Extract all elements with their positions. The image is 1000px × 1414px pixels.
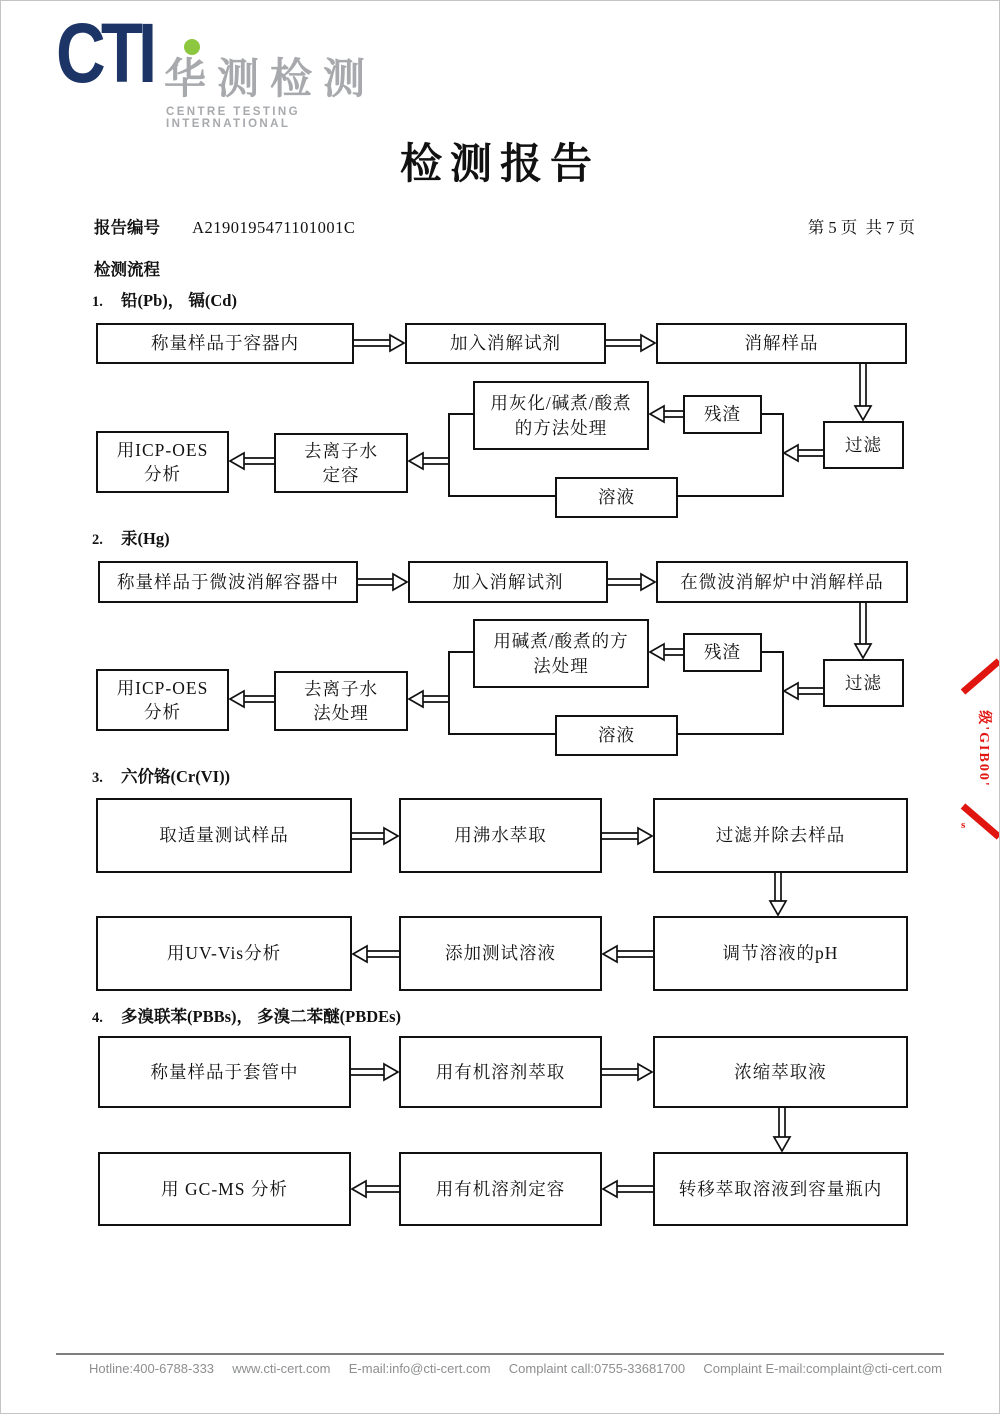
flow-box-transfer-extract-to-flask: 转移萃取溶液到容量瓶内 [653,1152,908,1226]
flow-box-solution: 溶液 [555,477,678,518]
stamp-small-fragment: s [961,819,966,831]
report-number-label: 报告编号 [94,218,160,237]
flow-connector-line [762,651,784,653]
section-title: 六价铬(Cr(VI)) [121,767,231,786]
flow-box-gc-ms-analysis: 用 GC-MS 分析 [98,1152,351,1226]
flow-box-deionized-water-treatment: 去离子水 法处理 [274,671,408,731]
footer-email: E-mail:info@cti-cert.com [348,1361,491,1376]
flow-box-concentrate-extract: 浓缩萃取液 [653,1036,908,1108]
flow-arrow-left [352,943,399,965]
process-section-label: 检测流程 [94,260,160,279]
page-title: 检测报告 [399,142,600,188]
flow-box-weigh-sample-in-container: 称量样品于容器内 [96,323,354,364]
flow-arrow-left [229,450,274,472]
flow-box-uv-vis-analysis: 用UV-Vis分析 [96,916,352,991]
flow-arrow-left [408,688,449,710]
flow-arrow-left [649,641,683,663]
flow-box-deionized-water-to-volume: 去离子水 定容 [274,433,408,493]
flow-connector-line [762,413,784,415]
flow-box-filter: 过滤 [823,421,904,469]
flow-arrow-down [852,603,874,659]
page-indicator: 第 5 页 共 7 页 [807,218,915,237]
section-number: 4. [92,1010,103,1026]
flow-arrow-left [602,943,653,965]
flow-arrow-left [783,680,823,702]
flow-box-adjust-solution-ph: 调节溶液的pH [653,916,908,991]
flow-box-add-test-solution: 添加测试溶液 [399,916,602,991]
flow-arrow-down [767,873,789,916]
flow-box-alkali-acid-treatment: 用碱煮/酸煮的方 法处理 [473,619,649,688]
flow-box-solution: 溶液 [555,715,678,756]
flow-section-heading [92,287,237,311]
flow-box-residue: 残渣 [683,395,762,434]
flow-arrow-left [649,403,683,425]
flow-box-ashing-alkali-acid-treatment: 用灰化/碱煮/酸煮 的方法处理 [473,381,649,450]
flow-arrow-right [354,332,405,354]
flow-arrow-right [608,571,656,593]
flow-box-digest-in-microwave-oven: 在微波消解炉中消解样品 [656,561,908,603]
flow-connector-line [449,733,555,735]
flow-arrow-left [783,442,823,464]
cti-logo-chinese-name: 华测检测 [164,55,377,102]
flow-box-icp-oes-analysis: 用ICP-OES 分析 [96,669,229,731]
flow-box-add-digestion-reagent: 加入消解试剂 [408,561,608,603]
footer-complaint-call: Complaint call:0755-33681700 [508,1361,686,1376]
flow-box-boiling-water-extraction: 用沸水萃取 [399,798,602,873]
flow-box-filter-remove-sample: 过滤并除去样品 [653,798,908,873]
flow-arrow-right [602,825,653,847]
flow-box-digest-sample: 消解样品 [656,323,907,364]
flow-connector-line [449,413,473,415]
flow-arrow-right [358,571,408,593]
flow-box-icp-oes-analysis: 用ICP-OES 分析 [96,431,229,493]
flow-section-heading [92,1003,401,1027]
flow-arrow-left [602,1178,653,1200]
flow-arrow-right [351,1061,399,1083]
flow-connector-line [678,495,783,497]
flow-arrow-right [602,1061,653,1083]
flow-section-heading [92,763,230,787]
flowchart-layer [1,1,999,1413]
flow-box-residue: 残渣 [683,633,762,672]
section-title: 多溴联苯(PBBs)， 多溴二苯醚(PBDEs) [121,1007,402,1026]
flow-box-take-test-sample: 取适量测试样品 [96,798,352,873]
flow-connector-line [449,651,473,653]
section-number: 3. [92,770,103,786]
red-stamp [953,656,999,841]
flow-arrow-down [852,364,874,421]
footer-hotline: Hotline:400-6788-333 [89,1361,215,1376]
flow-box-weigh-sample-in-thimble: 称量样品于套管中 [98,1036,351,1108]
flow-arrow-right [352,825,399,847]
flow-section-heading [92,525,170,549]
report-number-value: A2190195471101001C [192,218,356,237]
section-title: 汞(Hg) [121,529,170,548]
flow-arrow-left [229,688,274,710]
flow-box-add-digestion-reagent: 加入消解试剂 [405,323,606,364]
stamp-arc-top [963,661,999,692]
footer-complaint-email: Complaint E-mail:complaint@cti-cert.com [703,1361,942,1376]
flow-connector-line [678,733,783,735]
flow-arrow-down [771,1108,793,1152]
footer [89,1361,942,1376]
cti-logo-english-name: CENTRE TESTING INTERNATIONAL [166,106,300,130]
section-number: 2. [92,532,103,548]
section-number: 1. [92,294,103,310]
flow-box-organic-solvent-extraction: 用有机溶剂萃取 [399,1036,602,1108]
flow-box-weigh-sample-in-microwave-vessel: 称量样品于微波消解容器中 [98,561,358,603]
stamp-text-fragment: 级'GIB00' [976,710,991,788]
flow-arrow-left [408,450,449,472]
footer-divider [56,1353,944,1355]
stamp-arc-bottom [963,806,999,837]
flow-arrow-right [606,332,656,354]
flow-box-organic-solvent-to-volume: 用有机溶剂定容 [399,1152,602,1226]
cti-logo-text: CTI [56,6,153,100]
flow-box-filter: 过滤 [823,659,904,707]
flow-arrow-left [351,1178,399,1200]
section-title: 铅(Pb)， 镉(Cd) [121,291,237,310]
flow-connector-line [449,495,555,497]
footer-website: www.cti-cert.com [232,1361,331,1376]
